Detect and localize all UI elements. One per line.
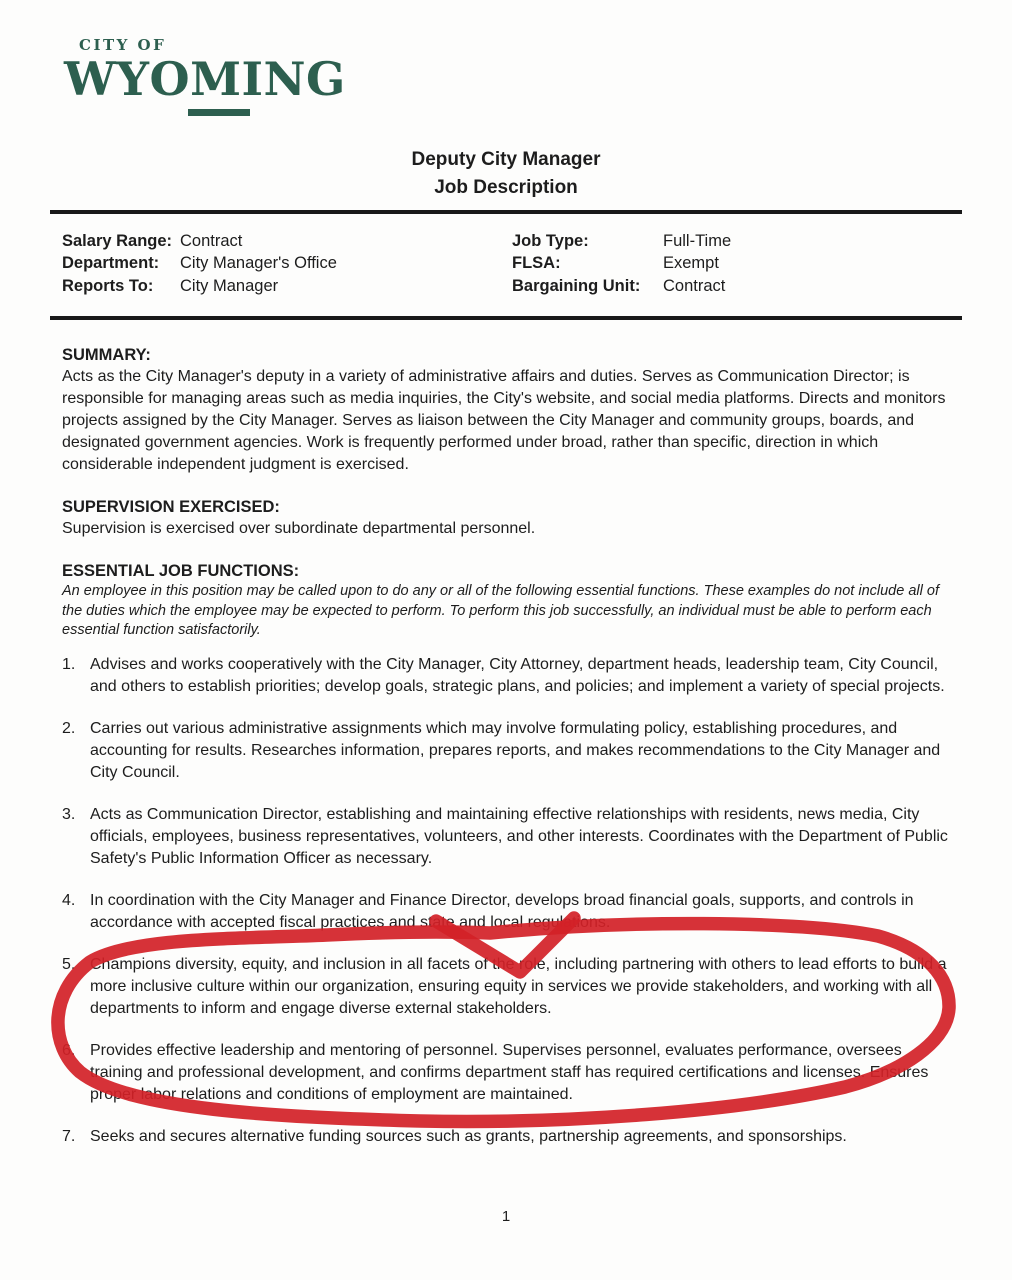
- logo-city-of-text: CITY OF: [79, 36, 167, 54]
- list-item-number: 6.: [62, 1042, 76, 1060]
- section-supervision-exercised: [62, 496, 950, 540]
- meta-row-job-type: [512, 230, 950, 252]
- section-summary: [62, 344, 950, 476]
- meta-value: Contract: [180, 232, 243, 250]
- section-essential-job-functions: [62, 560, 950, 640]
- divider-meta: [50, 316, 962, 320]
- city-of-wyoming-logo: [64, 36, 1012, 116]
- meta-value: Contract: [663, 276, 726, 295]
- list-item-7: [62, 1126, 950, 1148]
- section-disclaimer-note: An employee in this position may be called upon to do any or all of the following essential functions. These examples do not include all of the duties which the employee may be expected to perform. To perform this job successfully, an individual must be able to perform each essential function satisfactorily.: [62, 583, 939, 638]
- meta-row-salary-range: [62, 230, 512, 252]
- list-item-6: [62, 1040, 950, 1106]
- job-meta-right-column: [512, 230, 950, 297]
- meta-row-bargaining-unit: [512, 275, 950, 297]
- essential-functions-list: [62, 654, 950, 1148]
- list-item-text: Provides effective leadership and mentoring of personnel. Supervises personnel, evaluates performance, oversees training and professional development, and confirms department staff has required certifications and licenses. Ensures proper labor relations and conditions of employment are maintained.: [90, 1042, 929, 1104]
- meta-row-flsa: [512, 252, 950, 274]
- page-number: 1: [501, 1208, 511, 1225]
- job-meta-block: [0, 214, 1012, 297]
- logo-wyoming-text: WYOMING: [64, 52, 346, 106]
- list-item-number: 5.: [62, 956, 76, 974]
- list-item-1: [62, 654, 950, 698]
- section-heading: SUMMARY:: [62, 346, 151, 365]
- meta-label: Bargaining Unit:: [512, 276, 641, 295]
- list-item-text: In coordination with the City Manager and Finance Director, develops broad financial goals, supports, and controls in accordance with accepted fiscal practices and state and local regulations.: [90, 892, 914, 932]
- list-item-number: 7.: [62, 1128, 76, 1146]
- job-meta-left-column: [62, 230, 512, 297]
- page-title: Deputy City Manager: [411, 149, 601, 170]
- list-item-text: Champions diversity, equity, and inclusion in all facets of the role, including partnering with others to lead efforts to build a more inclusive culture within our organization, ensuring equity in services we provide stakeholders, and working with all departments to inform and engage diverse external stakeholders.: [90, 956, 947, 1018]
- list-item-5-circled: [62, 954, 950, 1020]
- meta-value: City Manager: [180, 276, 279, 295]
- list-item-text: Advises and works cooperatively with the City Manager, City Attorney, department heads, leadership team, City Council, and others to establish priorities; develop goals, strategic plans, and policies; and implement a variety of special projects.: [90, 656, 945, 696]
- list-item-text: Acts as Communication Director, establishing and maintaining effective relationships with residents, news media, City officials, employees, business representatives, volunteers, and other interests. Coordinates with the Department of Public Safety's Public Information Officer as necessary.: [90, 806, 948, 868]
- meta-value: Full-Time: [663, 232, 732, 250]
- section-heading: SUPERVISION EXERCISED:: [62, 498, 280, 517]
- list-item-4: [62, 890, 950, 934]
- meta-label: Reports To:: [62, 276, 154, 295]
- meta-value: City Manager's Office: [180, 254, 337, 273]
- page-subtitle: Job Description: [434, 177, 578, 198]
- section-heading: ESSENTIAL JOB FUNCTIONS:: [62, 562, 300, 581]
- meta-row-reports-to: [62, 275, 512, 297]
- list-item-number: 3.: [62, 806, 76, 824]
- document-title-block: [0, 146, 1012, 202]
- logo-underline: [188, 109, 250, 116]
- list-item-2: [62, 718, 950, 784]
- meta-value: Exempt: [663, 254, 719, 273]
- meta-label: FLSA:: [512, 254, 561, 273]
- list-item-text: Seeks and secures alternative funding sources such as grants, partnership agreements, and sponsorships.: [90, 1128, 847, 1146]
- list-item-number: 2.: [62, 720, 76, 738]
- section-body: Supervision is exercised over subordinate departmental personnel.: [62, 520, 536, 538]
- meta-row-department: [62, 252, 512, 274]
- list-item-3: [62, 804, 950, 870]
- list-item-text: Carries out various administrative assignments which may involve formulating policy, establishing procedures, and accounting for results. Researches information, prepares reports, and makes recommendations to the City Manager and City Council.: [90, 720, 941, 782]
- section-body: Acts as the City Manager's deputy in a variety of administrative affairs and duties. Serves as Communication Director; is responsible for managing areas such as media inquiries, the City's website, and social media platforms. Directs and monitors projects assigned by the City Manager. Serves as liaison between the City Manager and community groups, boards, and designated government agencies. Work is frequently performed under broad, rather than specific, direction in which considerable independent judgment is exercised.: [62, 368, 946, 474]
- meta-label: Job Type:: [512, 232, 589, 250]
- meta-label: Salary Range:: [62, 232, 173, 250]
- list-item-number: 1.: [62, 656, 76, 674]
- list-item-number: 4.: [62, 892, 76, 910]
- meta-label: Department:: [62, 254, 160, 273]
